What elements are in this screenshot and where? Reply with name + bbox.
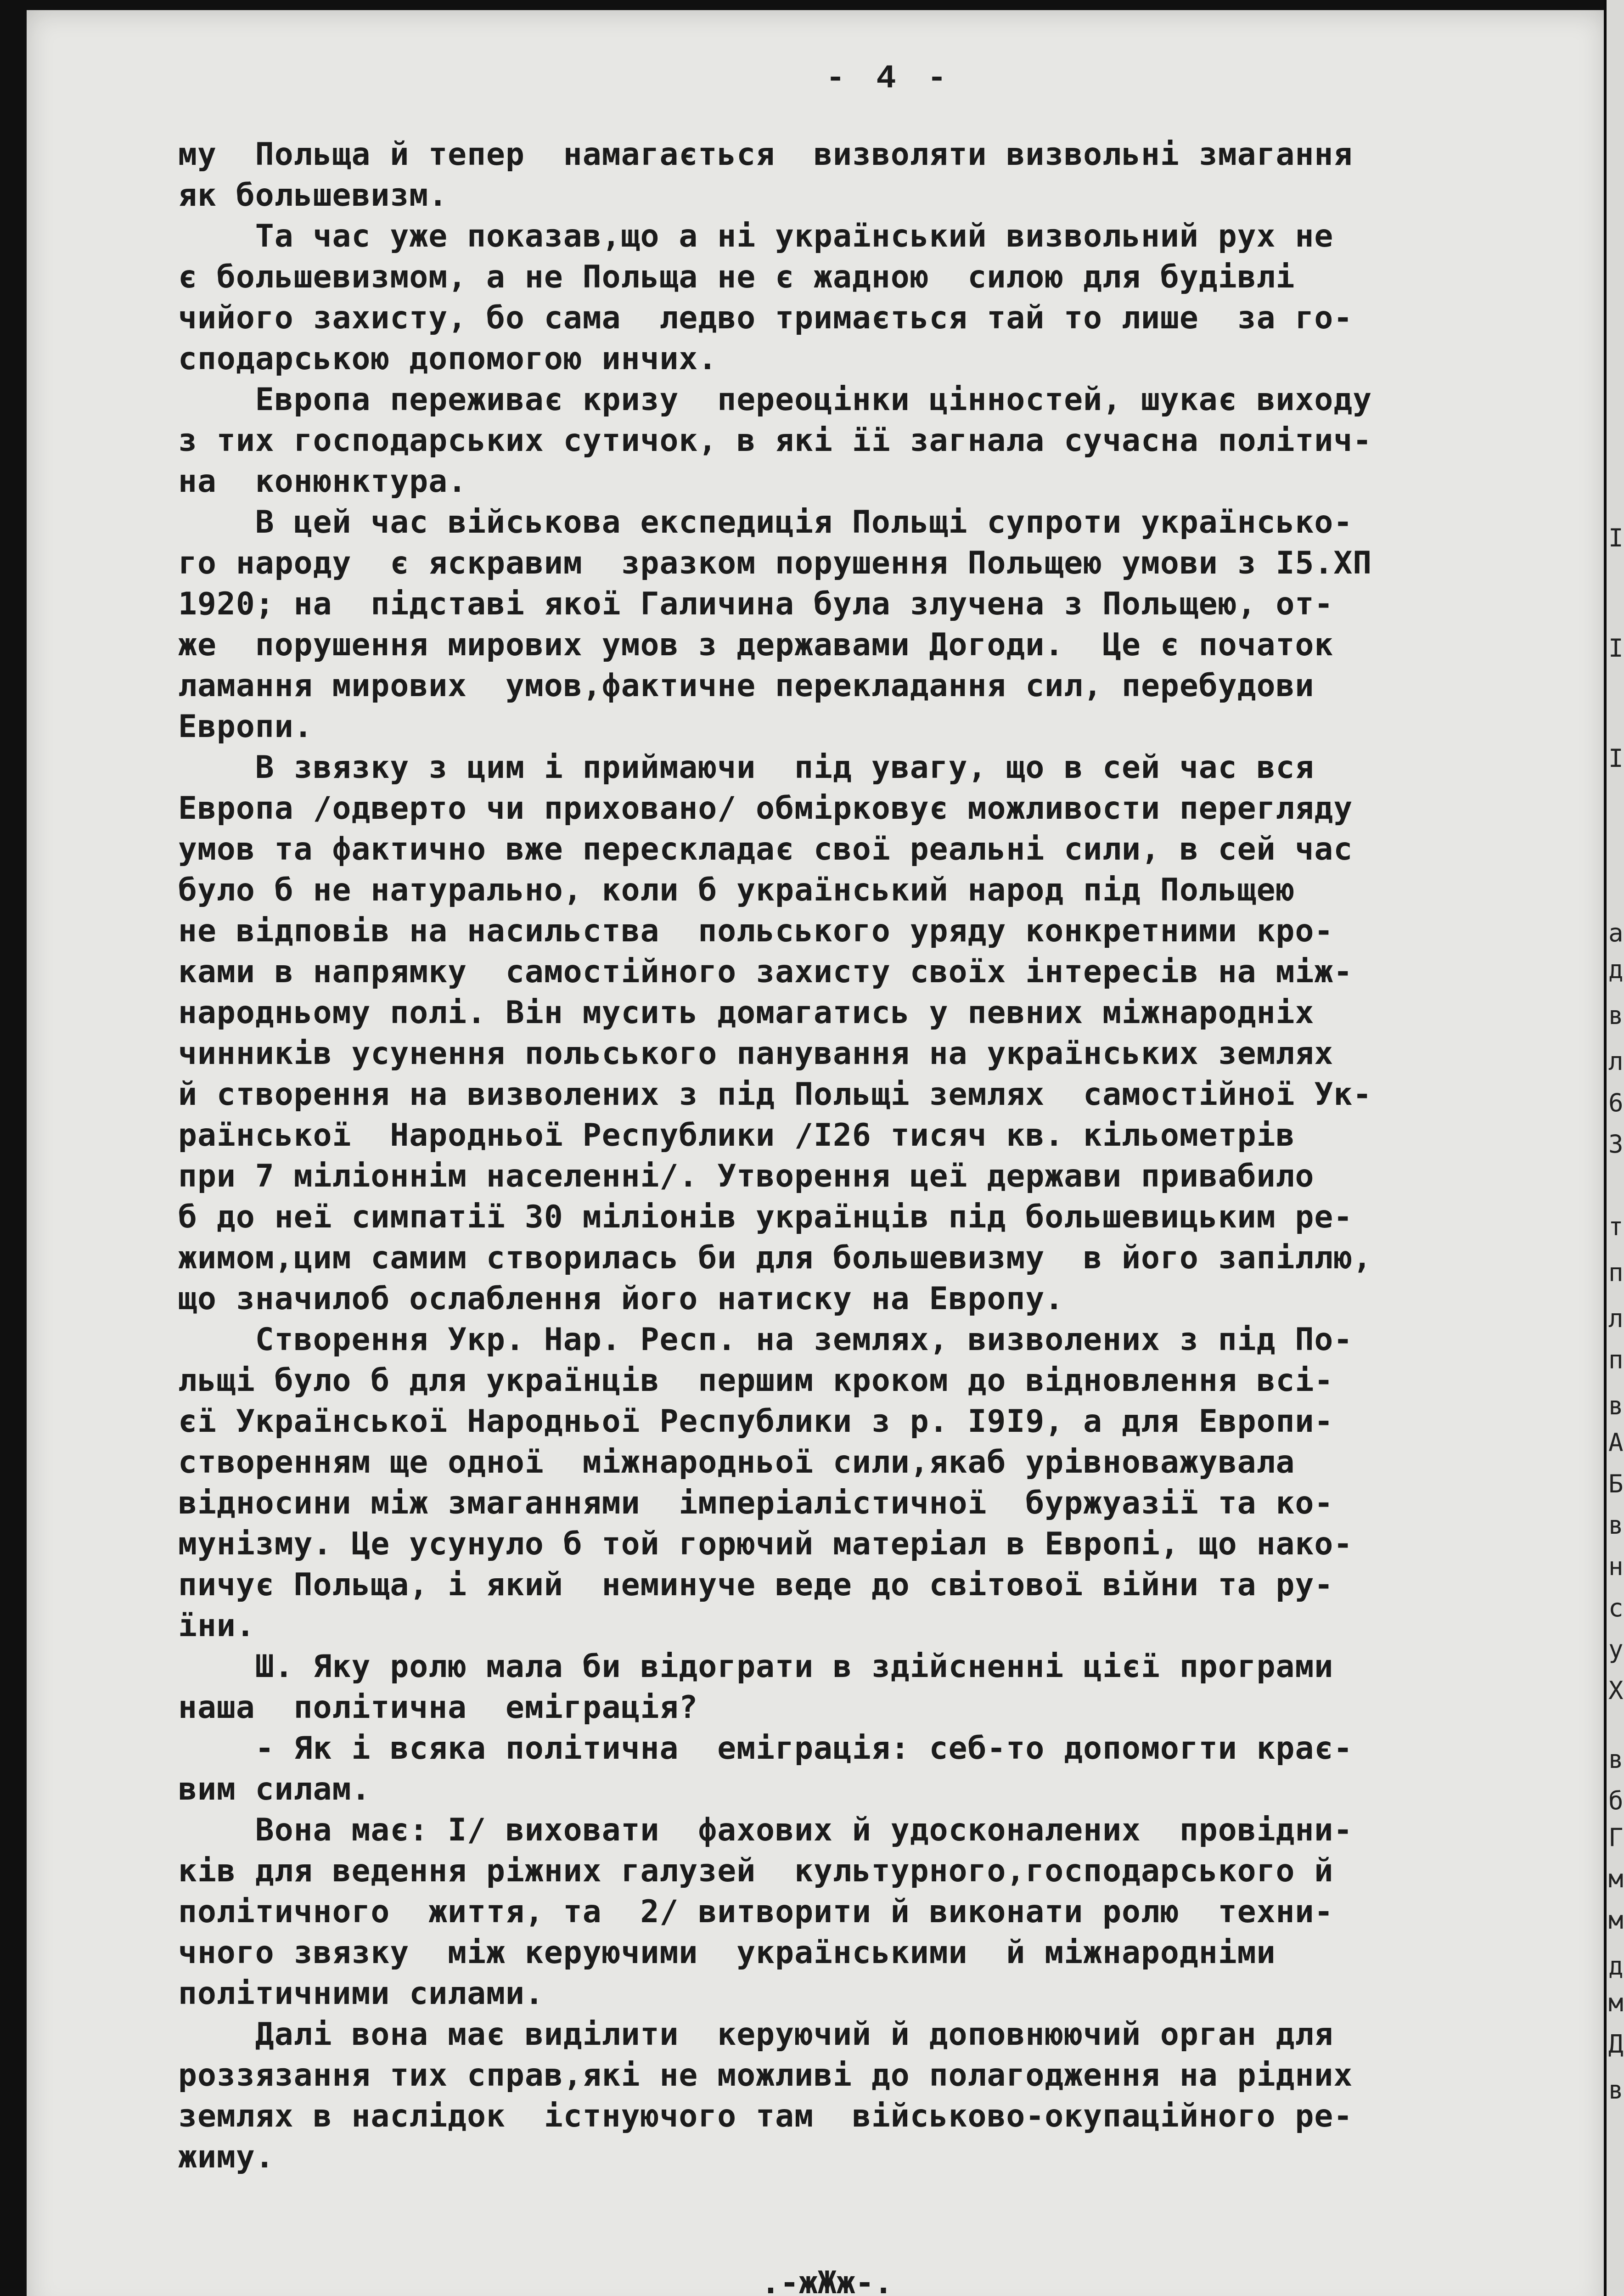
text-line: їни.: [178, 1608, 255, 1644]
text-line: з тих господарських сутичок, в які її загнала сучасна політич-: [178, 422, 1372, 459]
margin-letter: л: [1608, 1047, 1624, 1076]
margin-letter: в: [1608, 1001, 1624, 1030]
text-line: політичними силами.: [178, 1975, 544, 2012]
text-line: В звязку з цим і приймаючи під увагу, що в сей час вся: [178, 749, 1315, 786]
text-line: народньому полі. Він мусить домагатись у певних міжнародніх: [178, 995, 1315, 1031]
margin-letter: м: [1608, 1988, 1624, 2017]
margin-letter: у: [1608, 1635, 1624, 1664]
margin-letter: в: [1608, 2076, 1624, 2105]
margin-letter: б: [1608, 1786, 1624, 1815]
margin-letter: в: [1608, 1511, 1624, 1540]
text-line: єї Української Народньої Республики з р. І9І9, а для Европи-: [178, 1403, 1334, 1440]
text-line: землях в наслідок істнуючого там військово-окупаційного ре-: [178, 2098, 1353, 2134]
text-line: чинників усунення польського панування на українських землях: [178, 1035, 1334, 1072]
text-line: ламання мирових умов,фактичне перекладання сил, перебудови: [178, 668, 1315, 704]
text-line: жиму.: [178, 2139, 275, 2175]
margin-letter: д: [1608, 1952, 1624, 1981]
text-line: наша політична еміграція?: [178, 1689, 698, 1726]
text-line: Европа /одверто чи приховано/ обмірковує можливости перегляду: [178, 790, 1353, 827]
text-line: ками в напрямку самостійного захисту своїх інтересів на між-: [178, 954, 1353, 990]
text-line: як большевизм.: [178, 177, 448, 214]
margin-letter: А: [1608, 1428, 1624, 1457]
text-line: Европи.: [178, 709, 313, 745]
text-line: є большевизмом, а не Польща не є жадною силою для будівлі: [178, 259, 1295, 295]
text-line: на конюнктура.: [178, 463, 467, 500]
margin-letter: в: [1608, 1391, 1624, 1420]
text-line: чийого захисту, бо сама ледво тримається тай то лише за го-: [178, 300, 1353, 336]
text-line: Та час уже показав,що а ні український визвольний рух не: [178, 218, 1334, 254]
margin-letter: д: [1608, 955, 1624, 984]
margin-letter: а: [1608, 918, 1624, 947]
text-line: пичує Польща, і який неминуче веде до світової війни та ру-: [178, 1567, 1334, 1603]
text-line: го народу є яскравим зразком порушення Польщею умови з І5.ХП: [178, 545, 1372, 581]
text-line: Далі вона має виділити керуючий й доповнюючий орган для: [178, 2016, 1334, 2053]
margin-letter: т: [1608, 1212, 1624, 1241]
text-line: льщі було б для українців першим кроком до відновлення всі-: [178, 1362, 1334, 1399]
text-line: було б не натурально, коли б український народ під Польщею: [178, 872, 1295, 908]
text-line: умов та фактично вже перескладає свої реальні сили, в сей час: [178, 831, 1353, 867]
margin-letter: м: [1608, 1864, 1624, 1893]
text-line: політичного життя, та 2/ витворити й виконати ролю техни-: [178, 1894, 1334, 1930]
text-line: Ш. Яку ролю мала би відограти в здійсненні цієї програми: [178, 1649, 1334, 1685]
text-line: В цей час військова експедиція Польщі супроти українсько-: [178, 504, 1353, 540]
text-line: жимом,цим самим створилась би для большевизму в його запіллю,: [178, 1240, 1372, 1276]
margin-letter: Х: [1608, 1676, 1624, 1705]
text-line: б до неї симпатії 30 міліонів українців під большевицьким ре-: [178, 1199, 1353, 1235]
margin-letter: Б: [1608, 1469, 1624, 1498]
margin-letter: п: [1608, 1345, 1624, 1374]
end-mark: .-жЖж-.: [761, 2265, 893, 2296]
text-line: що значилоб ослаблення його натиску на Европу.: [178, 1281, 1064, 1317]
margin-letter: Г: [1608, 1823, 1624, 1852]
page-number: - 4 -: [826, 60, 953, 97]
text-line: роззязання тих справ,які не можливі до полагодження на рідних: [178, 2057, 1353, 2093]
text-line: же порушення мирових умов з державами Догоди. Це є початок: [178, 627, 1334, 663]
text-line: відносини між змаганнями імперіалістичної буржуазії та ко-: [178, 1485, 1334, 1521]
text-line: при 7 міліоннім населенні/. Утворення цеї держави привабило: [178, 1158, 1315, 1194]
margin-letter: п: [1608, 1258, 1624, 1287]
text-line: Вона має: І/ виховати фахових й удосконалених провідни-: [178, 1812, 1353, 1848]
text-line: створенням ще одної міжнародньої сили,якаб урівноважувала: [178, 1444, 1295, 1480]
margin-letter: с: [1608, 1593, 1624, 1622]
margin-letter: в: [1608, 1745, 1624, 1774]
typewritten-body: [178, 134, 1583, 2178]
text-line: вим силам.: [178, 1771, 371, 1807]
text-line: сподарською допомогою инчих.: [178, 341, 718, 377]
margin-letter: 3: [1608, 1130, 1624, 1159]
margin-letter: І: [1608, 523, 1624, 552]
text-line: мунізму. Це усунуло б той горючий матеріал в Европі, що нако-: [178, 1526, 1353, 1562]
paper-sheet: [27, 10, 1606, 2296]
margin-letter: Д: [1608, 2030, 1624, 2059]
margin-letter: І: [1608, 744, 1624, 773]
adjacent-page-edge: [1604, 0, 1624, 2296]
margin-letter: м: [1608, 1906, 1624, 1935]
text-line: не відповів на насильства польського уряду конкретними кро-: [178, 913, 1334, 949]
margin-letter: 6: [1608, 1088, 1624, 1117]
text-line: - Як і всяка політична еміграція: себ-то допомогти крає-: [178, 1730, 1353, 1767]
text-line: Европа переживає кризу переоцінки цінностей, шукає виходу: [178, 382, 1372, 418]
margin-letter: н: [1608, 1552, 1624, 1581]
text-line: чного звязку між керуючими українськими й міжнародніми: [178, 1935, 1276, 1971]
margin-letter: л: [1608, 1304, 1624, 1333]
text-line: Створення Укр. Нар. Респ. на землях, визволених з під По-: [178, 1322, 1353, 1358]
margin-letter: І: [1608, 634, 1624, 663]
text-line: й створення на визволених з під Польщі землях самостійної Ук-: [178, 1076, 1372, 1113]
text-line: 1920; на підставі якої Галичина була злучена з Польщею, от-: [178, 586, 1334, 622]
text-line: му Польща й тепер намагається визволяти визвольні змагання: [178, 136, 1353, 173]
text-line: раїнської Народньої Республики /І26 тисяч кв. кільометрів: [178, 1117, 1295, 1154]
text-line: ків для ведення ріжних галузей культурного,господарського й: [178, 1853, 1334, 1889]
